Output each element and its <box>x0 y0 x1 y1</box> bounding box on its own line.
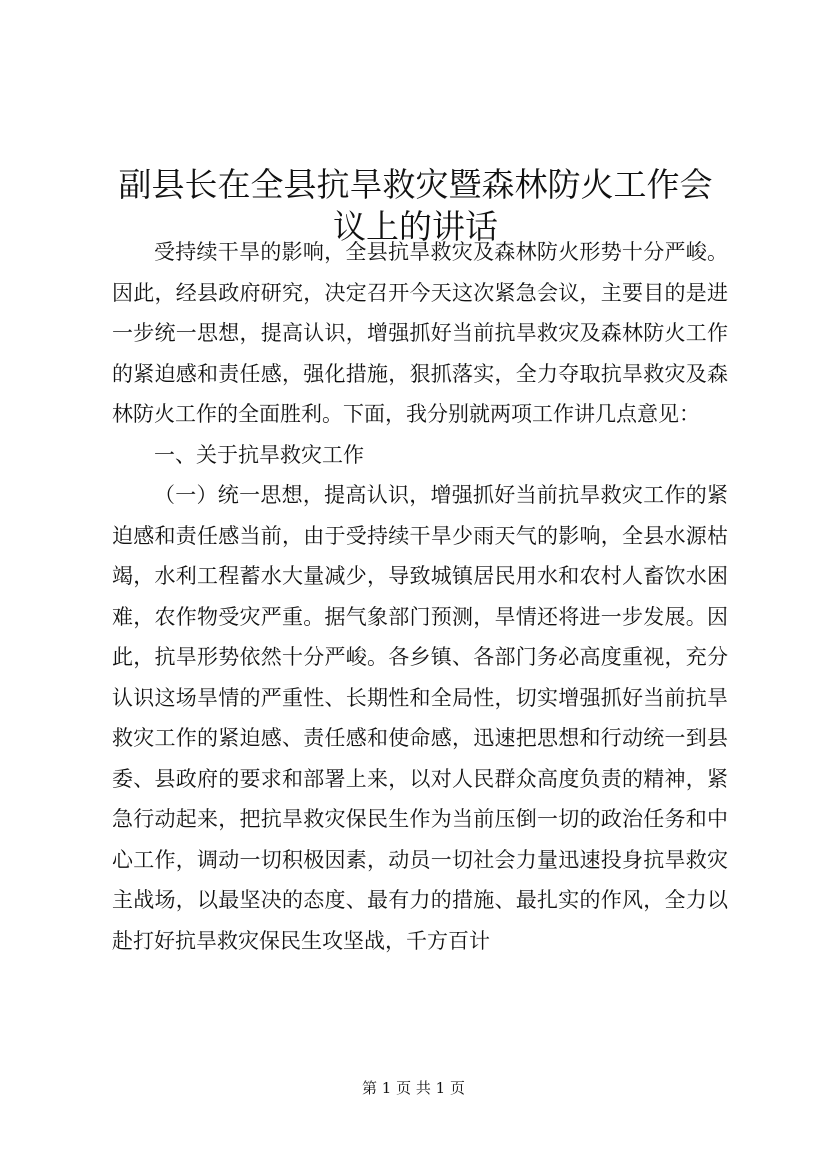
section-heading-drought-relief: 一、关于抗旱救灾工作 <box>154 442 364 467</box>
document-body <box>112 232 728 961</box>
page-footer: 第 1 页 共 1 页 <box>362 1079 465 1097</box>
body-paragraph-intro: 受持续干旱的影响，全县抗旱救灾及森林防火形势十分严峻。因此，经县政府研究，决定召开今天这次紧急会议，主要目的是进一步统一思想，提高认识，增强抓好当前抗旱救灾及森林防火工作的紧迫感和责任感，强化措施，狠抓落实，全力夺取抗旱救灾及森林防火工作的全面胜利。下面，我分别就两项工作讲几点意见： <box>112 240 728 426</box>
body-paragraph-unify-thinking: （一）统一思想，提高认识，增强抓好当前抗旱救灾工作的紧迫感和责任感当前，由于受持续干旱少雨天气的影响，全县水源枯竭，水利工程蓄水大量减少，导致城镇居民用水和农村人畜饮水困难，农作物受灾严重。据气象部门预测，旱情还将进一步发展。因此，抗旱形势依然十分严峻。各乡镇、各部门务必高度重视，充分认识这场旱情的严重性、长期性和全局性，切实增强抓好当前抗旱救灾工作的紧迫感、责任感和使命感，迅速把思想和行动统一到县委、县政府的要求和部署上来，以对人民群众高度负责的精神，紧急行动起来，把抗旱救灾保民生作为当前压倒一切的政治任务和中心工作，调动一切积极因素，动员一切社会力量迅速投身抗旱救灾主战场，以最坚决的态度、最有力的措施、最扎实的作风，全力以赴打好抗旱救灾保民生攻坚战，千方百计 <box>112 483 728 953</box>
document-title: 副县长在全县抗旱救灾暨森林防火工作会议上的讲话 <box>118 165 713 247</box>
